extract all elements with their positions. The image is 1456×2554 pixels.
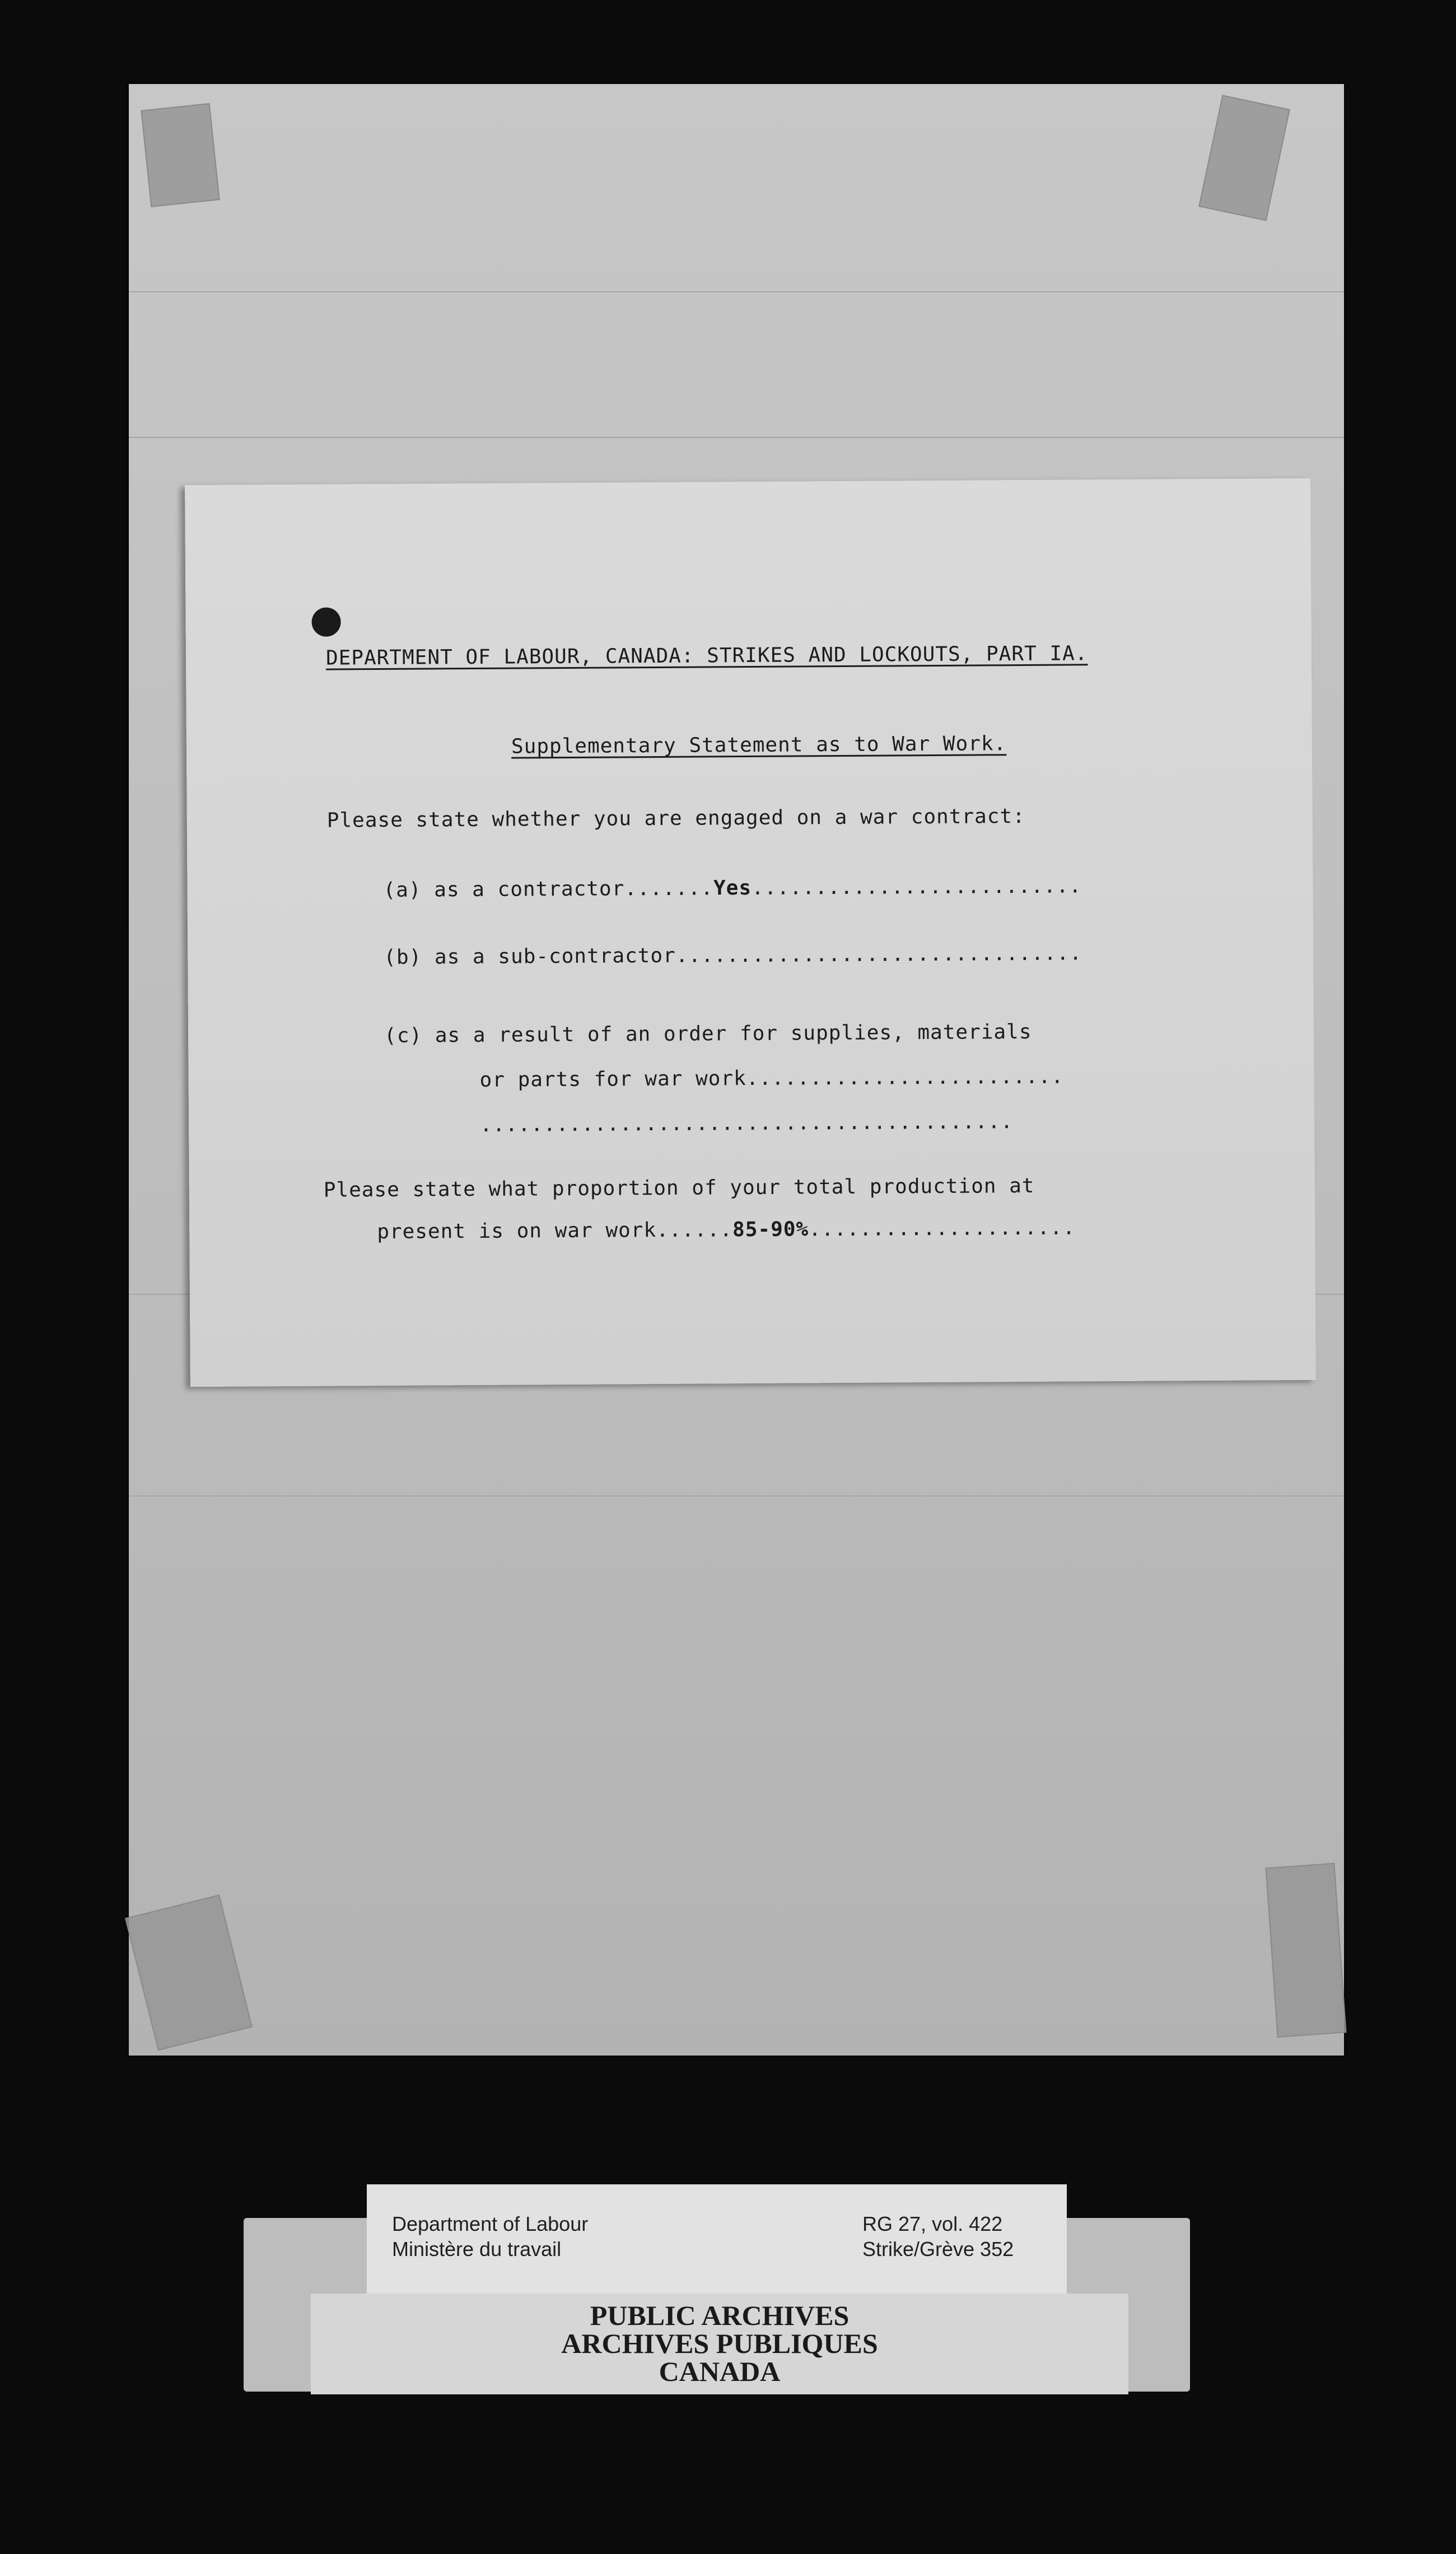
department-en: Department of Labour [392,2212,589,2235]
item-a [383,874,1081,902]
item-a-dots: .......................... [751,874,1082,900]
question-proportion-line1: Please state what proportion of your total production at [323,1174,1035,1202]
question-war-contract: Please state whether you are engaged on a war contract: [326,804,1025,832]
tape-bottom-right [1266,1863,1347,2038]
item-b: (b) as a sub-contractor................................ [384,942,1082,969]
item-c-line2: or parts for war work......................... [479,1065,1064,1092]
archives-stamp-line3: CANADA [659,2356,781,2387]
tape-bottom-left [125,1895,253,2051]
question-proportion-label: present is on war work...... [377,1218,733,1244]
question-proportion-answer: 85-90% [732,1218,809,1242]
tape-top-left [141,103,220,207]
item-c-line1: (c) as a result of an order for supplies, materials [384,1020,1032,1047]
strike-number: Strike/Grève 352 [862,2238,1014,2261]
sheet-rule [129,291,1344,292]
question-proportion-dots: ..................... [809,1216,1076,1241]
archives-stamp-line2: ARCHIVES PUBLIQUES [561,2328,878,2359]
sheet-rule [129,437,1344,438]
item-a-label: (a) as a contractor....... [383,877,714,902]
item-a-answer: Yes [713,876,752,900]
war-work-statement-card [185,478,1316,1387]
punch-hole [311,607,340,636]
sheet-rule [129,1495,1344,1497]
archives-stamp-line1: PUBLIC ARCHIVES [590,2300,850,2331]
item-c-line3: .......................................... [479,1110,1014,1136]
question-proportion-line2 [377,1216,1075,1243]
tape-top-right [1198,95,1290,221]
department-fr: Ministère du travail [392,2238,562,2261]
form-subheading: Supplementary Statement as to War Work. [511,732,1007,758]
form-heading: DEPARTMENT OF LABOUR, CANADA: STRIKES AND LOCKOUTS, PART IA. [325,642,1088,670]
archive-reference: RG 27, vol. 422 [862,2212,1003,2235]
